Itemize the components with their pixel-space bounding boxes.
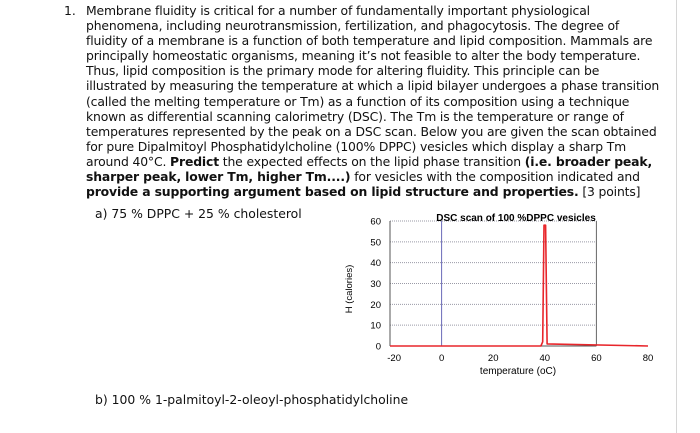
text-run: around 40°C. — [86, 153, 171, 169]
text-run: for pure Dipalmitoyl Phosphatidylcholine (100% DPPC) vesicles which display a sharp Tm — [86, 138, 627, 154]
y-axis-label: H (calories) — [344, 264, 355, 314]
series-lines — [390, 225, 648, 346]
bold-text: Predict — [170, 153, 219, 169]
text-run: known as differential scanning calorimetry (DSC). The Tm is the temperature or range of — [86, 108, 624, 124]
tick-labels — [370, 217, 653, 365]
dsc-series-line — [390, 225, 648, 346]
bold-text: sharper peak, lower Tm, higher Tm....) — [86, 169, 351, 185]
y-tick-label: 10 — [370, 320, 381, 332]
text-run: Thus, lipid composition is the primary mode for altering fluidity. This principle can be — [86, 63, 600, 79]
part-a-label: a) 75 % DPPC + 25 % cholesterol — [95, 206, 302, 221]
text-run: the expected effects on the lipid phase transition — [218, 153, 525, 169]
question-number: 1. — [64, 3, 76, 18]
bold-text: provide a supporting argument based on lipid structure and properties. — [86, 184, 579, 200]
y-tick-label: 50 — [370, 237, 381, 249]
x-tick-label: -20 — [387, 353, 401, 364]
text-run: fluidity of a membrane is a function of both temperature and lipid composition. Mammals are — [86, 33, 653, 49]
text-run: Membrane fluidity is critical for a number of fundamentally important physiological — [86, 3, 590, 18]
grid-lines — [390, 221, 596, 325]
x-tick-label: 20 — [487, 353, 499, 364]
y-tick-label: 30 — [370, 279, 381, 290]
x-tick-label: 60 — [591, 353, 602, 364]
x-tick-label: 0 — [438, 353, 445, 364]
x-axis-label: temperature (oC) — [479, 366, 557, 377]
bold-text: (i.e. broader peak, — [524, 153, 653, 169]
y-tick-label: 60 — [370, 216, 381, 228]
text-run: (called the melting temperature or Tm) as a function of its composition using a technique — [86, 93, 630, 109]
text-run: illustrated by measuring the temperature at which a lipid bilayer undergoes a phase transition — [86, 78, 660, 94]
y-tick-label: 40 — [370, 258, 381, 270]
text-run: for vesicles with the composition indicated and — [350, 169, 640, 185]
y-tick-label: 0 — [375, 341, 381, 353]
x-tick-label: 80 — [642, 353, 654, 364]
text-run: principally homeostatic organisms, meaning it’s not feasible to alter the body temperature. — [86, 48, 641, 64]
y-tick-label: 20 — [370, 299, 381, 311]
chart-title: DSC scan of 100 %DPPC vesicles — [436, 213, 596, 224]
part-b-label: b) 100 % 1-palmitoyl-2-oleoyl-phosphatidylcholine — [95, 392, 409, 407]
text-run: phenomena, including neurotransmission, fertilization, and phagocytosis. The degree of — [86, 18, 620, 34]
x-tick-label: 40 — [539, 353, 551, 364]
text-run: temperatures represented by the peak on a DSC scan. Below you are given the scan obtained — [86, 123, 657, 139]
text-run: [3 points] — [578, 184, 641, 200]
